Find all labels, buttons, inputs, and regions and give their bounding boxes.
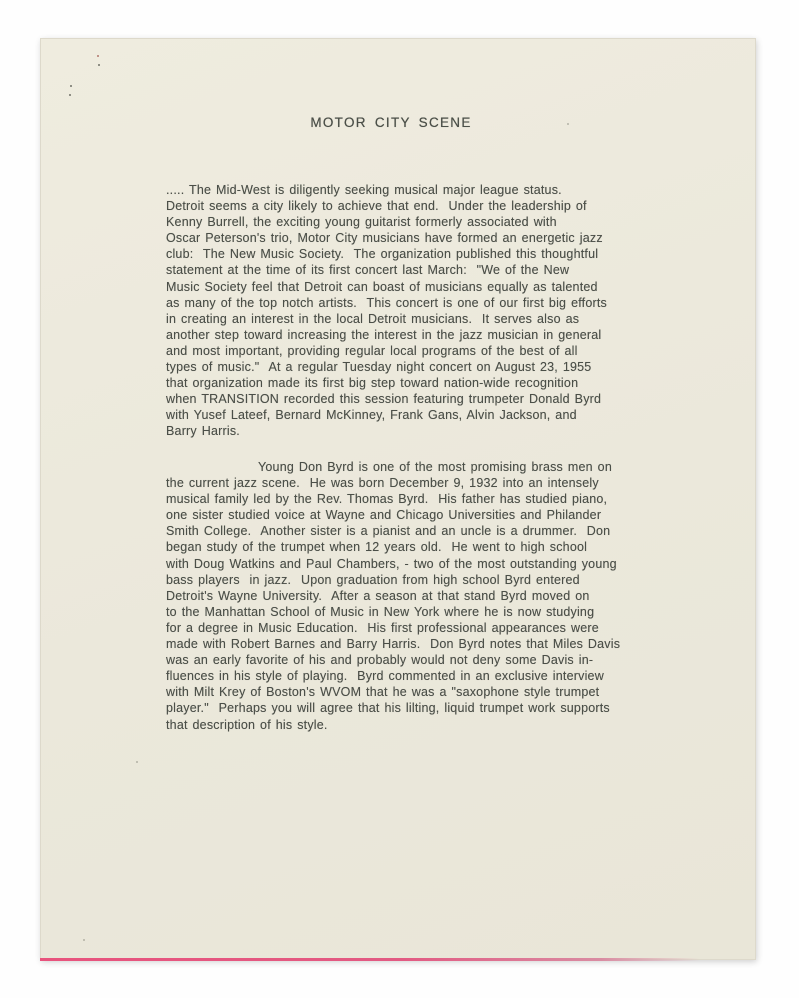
text-line: Detroit's Wayne University. After a season at that stand Byrd moved on (166, 588, 590, 603)
text-line: Oscar Peterson's trio, Motor City musicians have formed an energetic jazz (166, 231, 603, 246)
text-line: Music Society feel that Detroit can boast of musicians equally as talented (166, 279, 598, 294)
text-line: player." Perhaps you will agree that his lilting, liquid trumpet work supports (166, 701, 610, 716)
text-line: to the Manhattan School of Music in New York where he is now studying (166, 604, 595, 619)
text-line: with Milt Krey of Boston's WVOM that he was a "saxophone style trumpet (166, 685, 600, 700)
text-line: as many of the top notch artists. This concert is one of our first big efforts (166, 295, 607, 310)
text-line: made with Robert Barnes and Barry Harris. Don Byrd notes that Miles Davis (166, 637, 621, 652)
text-line: musical family led by the Rev. Thomas Byrd. His father has studied piano, (166, 492, 608, 507)
text-line: another step toward increasing the interest in the jazz musician in general (166, 327, 602, 342)
text-line: ..... The Mid-West is diligently seeking musical major league status. (166, 183, 562, 197)
text-line: Smith College. Another sister is a pianist and an uncle is a drummer. Don (166, 524, 611, 539)
text-line: Barry Harris. (166, 424, 240, 439)
page-bottom-edge (40, 958, 700, 961)
dust-speck (83, 939, 85, 941)
text-line: with Doug Watkins and Paul Chambers, - two of the most outstanding young (166, 556, 617, 571)
scanned-page (40, 38, 756, 960)
text-line: one sister studied voice at Wayne and Chicago Universities and Philander (166, 508, 602, 523)
staple-mark (98, 64, 100, 66)
document-title: MOTOR CITY SCENE (310, 115, 472, 130)
text-line: for a degree in Music Education. His first professional appearances were (166, 620, 599, 635)
text-line: Young Don Byrd is one of the most promising brass men on (258, 460, 612, 474)
text-line: fluences in his style of playing. Byrd commented in an exclusive interview (166, 669, 604, 684)
text-line: in creating an interest in the local Detroit musicians. It serves also as (166, 311, 580, 326)
text-line: with Yusef Lateef, Bernard McKinney, Frank Gans, Alvin Jackson, and (166, 408, 577, 423)
text-line: bass players in jazz. Upon graduation from high school Byrd entered (166, 572, 580, 587)
dust-speck (136, 761, 138, 763)
text-line: Kenny Burrell, the exciting young guitarist formerly associated with (166, 215, 557, 230)
text-line: began study of the trumpet when 12 years old. He went to high school (166, 540, 588, 555)
text-line: types of music." At a regular Tuesday night concert on August 23, 1955 (166, 360, 592, 375)
staple-mark (69, 94, 71, 96)
text-line: statement at the time of its first concert last March: "We of the New (166, 263, 570, 278)
paragraph-2 (166, 459, 711, 733)
text-line: that description of his style. (166, 717, 328, 732)
text-line: club: The New Music Society. The organization published this thoughtful (166, 247, 599, 262)
staple-mark (70, 85, 72, 87)
text-line: when TRANSITION recorded this session featuring trumpeter Donald Byrd (166, 392, 602, 407)
paragraph-1 (166, 182, 711, 440)
text-line: the current jazz scene. He was born December 9, 1932 into an intensely (166, 476, 599, 491)
staple-mark (97, 55, 99, 57)
text-line: that organization made its first big step toward nation-wide recognition (166, 376, 579, 391)
text-line: Detroit seems a city likely to achieve that end. Under the leadership of (166, 199, 587, 214)
dust-speck (567, 123, 569, 125)
text-line: and most important, providing regular local programs of the best of all (166, 343, 578, 358)
text-line: was an early favorite of his and probably would not deny some Davis in- (166, 653, 594, 668)
